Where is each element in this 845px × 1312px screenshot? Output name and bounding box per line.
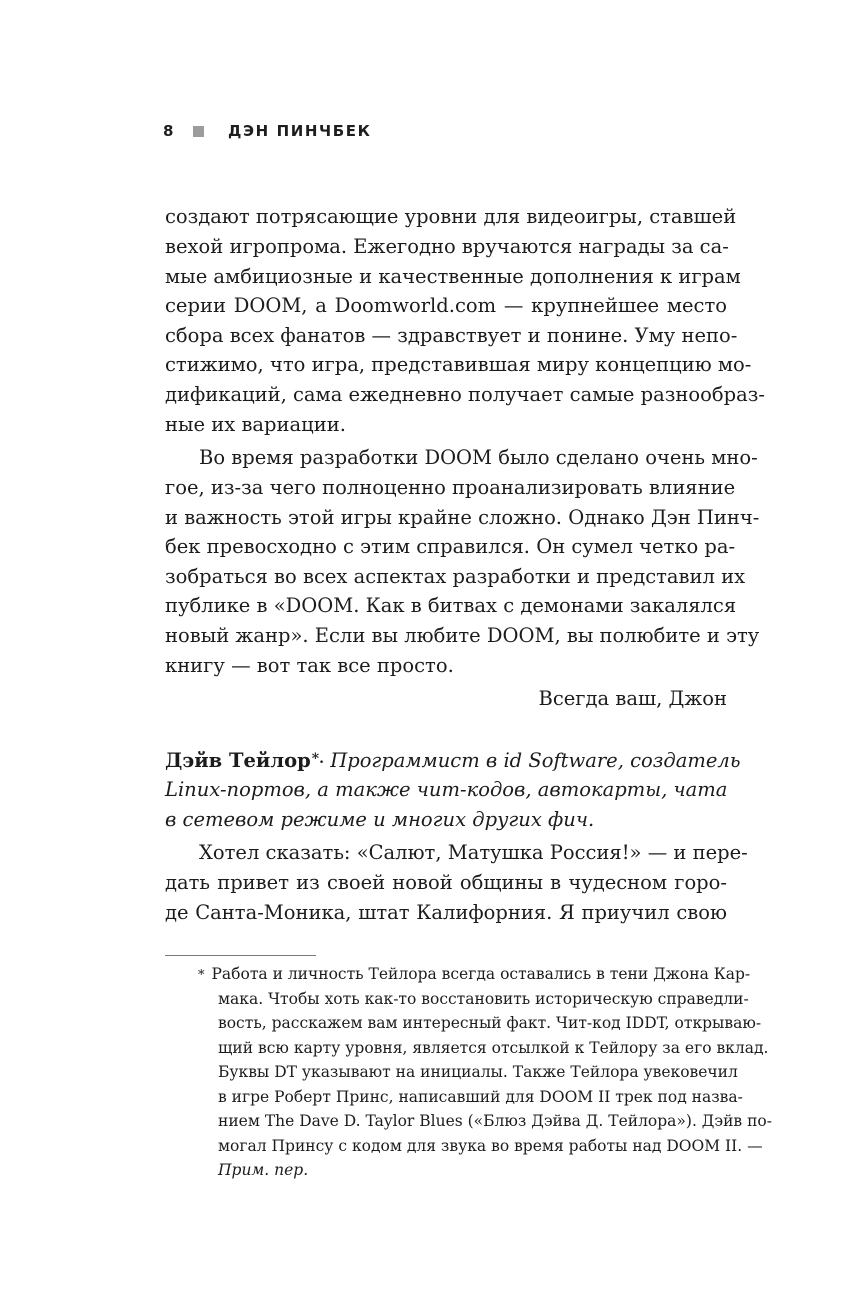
footnote-mark: *.	[311, 751, 324, 767]
p1-line: серии DOOM, а Doomworld.com — крупнейшее место	[165, 294, 727, 317]
footnote-marker: *	[198, 968, 205, 983]
p2-line: книгу — вот так все просто.	[165, 654, 454, 677]
footnote-line: Буквы DT указывают на инициалы. Также Тейлора увековечил	[218, 1063, 738, 1081]
page-number: 8	[163, 122, 176, 140]
contributor-name: Дэйв Тейлор	[165, 749, 311, 772]
p3-line: Linux-портов, а также чит-кодов, автокарты, чата	[165, 778, 728, 801]
p1-line: ные их вариации.	[165, 413, 346, 436]
header-square-ornament	[193, 126, 204, 137]
p2-line: бек превосходно с этим справился. Он сумел четко ра-	[165, 535, 736, 558]
p1-line: создают потрясающие уровни для видеоигры, ставшей	[165, 205, 737, 228]
footnote-line: мака. Чтобы хоть как-то восстановить историческую справедли-	[218, 990, 749, 1008]
p2-line: новый жанр». Если вы любите DOOM, вы полюбите и эту	[165, 624, 760, 647]
footnote-line: нием The Dave D. Taylor Blues («Блюз Дэйва Д. Тейлора»). Дэйв по-	[218, 1112, 772, 1130]
p3-line: в сетевом режиме и многих других фич.	[165, 808, 595, 831]
footnote-line: вость, расскажем вам интересный факт. Чит-код IDDT, открываю-	[218, 1014, 762, 1032]
signature: Всегда ваш, Джон	[538, 687, 727, 710]
header-author: ДЭН ПИНЧБЕК	[228, 122, 372, 140]
footnote-note-suffix: Прим. пер.	[218, 1161, 309, 1179]
p4-line: дать привет из своей новой общины в чудесном горо-	[165, 871, 727, 894]
footnote-line: щий всю карту уровня, является отсылкой к Тейлору за его вклад.	[218, 1039, 769, 1057]
running-header	[163, 121, 372, 141]
footnote-line-text: Работа и личность Тейлора всегда оставались в тени Джона Кар-	[211, 965, 751, 983]
p2-line: публике в «DOOM. Как в битвах с демонами закалялся	[165, 594, 737, 617]
p1-line: мые амбициозные и качественные дополнения к играм	[165, 265, 741, 288]
p2-line: Во время разработки DOOM было сделано очень мно-	[199, 446, 758, 469]
p1-line: дификаций, сама ежедневно получает самые разнообраз-	[165, 383, 765, 406]
p2-line: и важность этой игры крайне сложно. Однако Дэн Пинч-	[165, 506, 760, 529]
p4-line: де Санта-Моника, штат Калифорния. Я приучил свою	[165, 901, 727, 924]
p3-line-first	[165, 746, 741, 779]
footnote-separator	[165, 955, 316, 956]
footnote-line: в игре Роберт Принс, написавший для DOOM II трек под назва-	[218, 1088, 743, 1106]
p1-line: вехой игропрома. Ежегодно вручаются награды за са-	[165, 235, 729, 258]
p1-line: стижимо, что игра, представившая миру концепцию мо-	[165, 353, 752, 376]
contributor-role: Программист в id Software, создатель	[330, 749, 741, 772]
p1-line: сбора всех фанатов — здравствует и понине. Уму непо-	[165, 324, 738, 347]
footnote-line-first	[198, 962, 751, 988]
p2-line: зобраться во всех аспектах разработки и представил их	[165, 565, 746, 588]
p4-line: Хотел сказать: «Салют, Матушка Россия!» — и пере-	[199, 841, 748, 864]
footnote-line: могал Принсу с кодом для звука во время работы над DOOM II. —	[218, 1137, 763, 1155]
p2-line: гое, из-за чего полноценно проанализировать влияние	[165, 476, 736, 499]
